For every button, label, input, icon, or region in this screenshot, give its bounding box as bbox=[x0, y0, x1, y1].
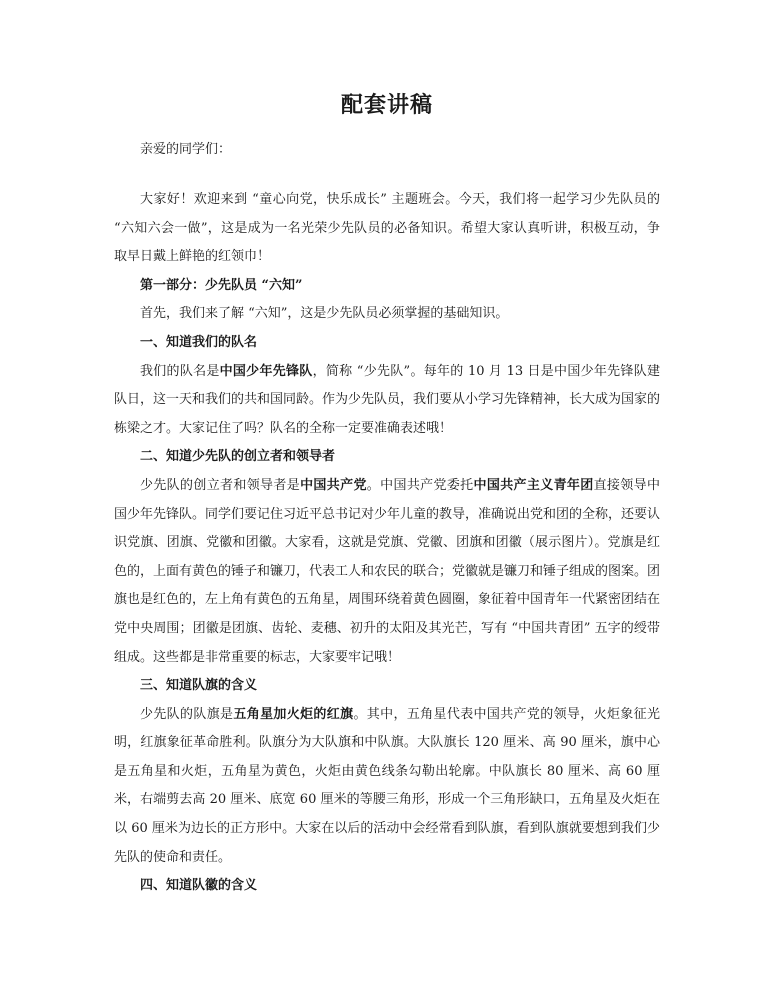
section2-text-b: 。中国共产党委托 bbox=[366, 477, 474, 493]
page-title: 配套讲稿 bbox=[340, 92, 433, 118]
section2-text-c: 直接领导中国少年先锋队。同学们要记住习近平总书记对少年儿童的教导，准确说出党和团的全称，还要认识党旗、团旗、党徽和团徽。大家看，这就是党旗、党徽、团旗和团徽（展示图片）。党旗是红色的，上面有黄色的锤子和镰刀，代表工人和农民的联合；党徽就是镰刀和锤子组成的图案。团旗也是红色的，左上角有黄色的五角星，周围环绕着黄色圆圈，象征着中国青年一代紧密团结在党中央周围；团徽是团旗、齿轮、麦穗、初升的太阳及其光芒，写有 “中国共青团” 五字的绶带组成。这些都是非常重要的标志，大家要牢记哦！ bbox=[114, 477, 661, 665]
section1-text-a: 我们的队名是 bbox=[140, 363, 220, 379]
section3-paragraph bbox=[114, 701, 660, 873]
section3-heading: 三、知道队旗的含义 bbox=[140, 678, 258, 694]
salutation: 亲爱的同学们： bbox=[140, 142, 232, 157]
section1-text-b: ，简称 “少先队”。每年的 10 月 13 日是中国少年先锋队建队日，这一天和我们的共和国同龄。作为少先队员，我们要从小学习先锋精神，长大成为国家的栋梁之才。大家记住了吗？队名的全称一定要准确表述哦！ bbox=[114, 363, 661, 436]
section2-bold-a: 中国共产党 bbox=[300, 477, 367, 493]
section3-bold-a: 五角星加火炬的红旗 bbox=[233, 706, 354, 722]
section2-bold-b: 中国共产主义青年团 bbox=[473, 477, 594, 493]
part1-intro-paragraph: 首先，我们来了解 “六知”，这是少先队员必须掌握的基础知识。 bbox=[140, 306, 509, 322]
section1-bold-a: 中国少年先锋队 bbox=[219, 363, 313, 379]
section2-paragraph bbox=[114, 472, 660, 672]
document-page bbox=[114, 88, 660, 901]
section1-heading: 一、知道我们的队名 bbox=[140, 334, 258, 350]
section3-text-b: 。其中，五角星代表中国共产党的领导，火炬象征光明，红旗象征革命胜利。队旗分为大队旗和中队旗。大队旗长 120 厘米、高 90 厘米，旗中心是五角星和火炬，五角星为黄色，火炬由黄色线条勾勒出轮廓。中队旗长 80 厘米、高 60 厘米，右端剪去高 20 厘米、底宽 60 厘米的等腰三角形，形成一个三角形缺口，五角星及火炬在以 60 厘米为边长的正方形中。大家在以后的活动中会经常看到队旗，看到队旗就要想到我们少先队的使命和责任。 bbox=[114, 706, 660, 865]
section1-paragraph bbox=[114, 358, 660, 444]
section2-text-a: 少先队的创立者和领导者是 bbox=[140, 477, 301, 493]
section3-text-a: 少先队的队旗是 bbox=[140, 706, 234, 722]
intro-paragraph: 大家好！欢迎来到 “童心向党，快乐成长” 主题班会。今天，我们将一起学习少先队员的 “六知六会一做”，这是成为一名光荣少先队员的必备知识。希望大家认真听讲，积极互动，争取早日戴上鲜艳的红领巾！ bbox=[114, 192, 660, 265]
part1-heading: 第一部分：少先队员 “六知” bbox=[140, 277, 303, 293]
section2-heading: 二、知道少先队的创立者和领导者 bbox=[140, 449, 336, 465]
section4-heading: 四、知道队徽的含义 bbox=[140, 878, 258, 894]
